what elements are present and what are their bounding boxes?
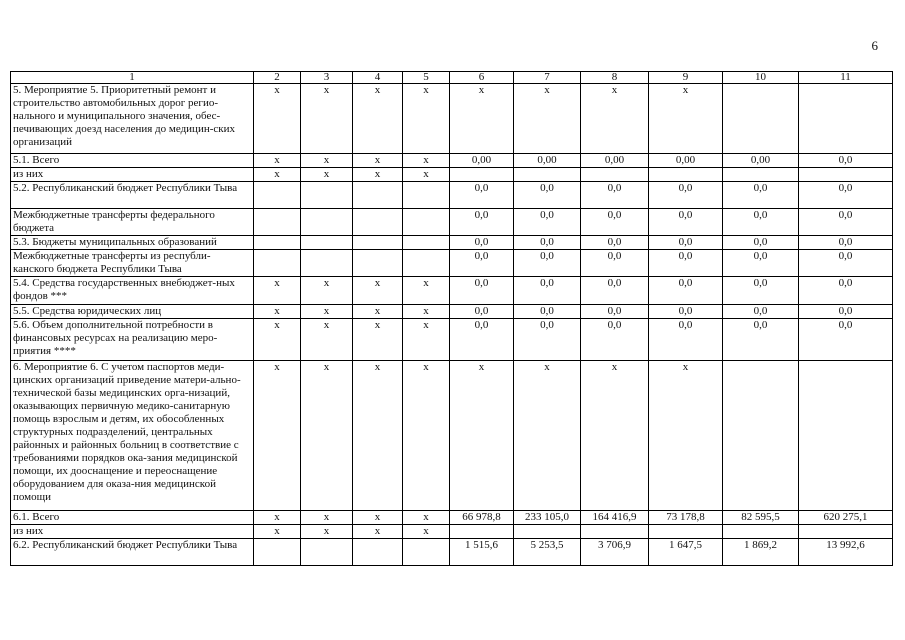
table-cell: х xyxy=(353,277,403,305)
table-cell: х xyxy=(353,154,403,168)
table-row xyxy=(11,209,893,236)
table-row xyxy=(11,182,893,209)
table-cell: 0,0 xyxy=(649,305,723,319)
table-cell xyxy=(254,236,301,250)
table-cell: 0,0 xyxy=(799,154,893,168)
table-cell: х xyxy=(649,361,723,511)
table-cell xyxy=(450,525,514,539)
row-label: 5.1. Всего xyxy=(11,154,254,168)
table-cell: 73 178,8 xyxy=(649,511,723,525)
table-cell: 0,0 xyxy=(723,182,799,209)
table-cell: 0,0 xyxy=(514,319,581,361)
table-cell xyxy=(514,168,581,182)
table-cell: х xyxy=(403,525,450,539)
table-cell: х xyxy=(254,319,301,361)
column-number-cell: 2 xyxy=(254,72,301,84)
table-cell: 1 869,2 xyxy=(723,539,799,566)
table-cell xyxy=(799,361,893,511)
row-label: 6.2. Республиканский бюджет Республики Тыва xyxy=(11,539,254,566)
table-cell: х xyxy=(514,84,581,154)
table-cell: х xyxy=(403,361,450,511)
table-cell: х xyxy=(353,525,403,539)
row-label: 5.2. Республиканский бюджет Республики Тыва xyxy=(11,182,254,209)
table-row xyxy=(11,277,893,305)
table-cell xyxy=(353,236,403,250)
table-cell: х xyxy=(301,305,353,319)
table-cell: х xyxy=(254,525,301,539)
table-cell: 0,0 xyxy=(581,182,649,209)
page-number: 6 xyxy=(871,38,878,53)
row-label: 5.4. Средства государственных внебюджет-ных фондов *** xyxy=(11,277,254,305)
table-cell: х xyxy=(254,154,301,168)
table-cell: 620 275,1 xyxy=(799,511,893,525)
table-cell xyxy=(723,84,799,154)
table-cell: х xyxy=(254,168,301,182)
table-cell: 0,0 xyxy=(514,250,581,277)
column-number-cell: 4 xyxy=(353,72,403,84)
table-cell: х xyxy=(254,305,301,319)
row-label: Межбюджетные трансферты федерального бюджета xyxy=(11,209,254,236)
table-cell: 0,0 xyxy=(581,250,649,277)
table-cell: 0,0 xyxy=(514,305,581,319)
table-cell xyxy=(353,250,403,277)
table-cell: х xyxy=(403,154,450,168)
table-cell xyxy=(403,209,450,236)
row-label: 6. Мероприятие 6. С учетом паспортов меди-цинских организаций приведение матери-ально-технической базы медицинских орга-низаций, оказывающих первичную медико-санитарную помощь взрослым и детям, их обособленных структурных подразделений, центральных районных и районных больниц в соответствие с требованиями порядков ока-зания медицинской помощи, их дооснащение и переоснащение оборудованием для оказа-ния медицинской помощи xyxy=(11,361,254,511)
table-cell: х xyxy=(353,361,403,511)
table-cell: 0,0 xyxy=(581,209,649,236)
table-cell: 0,0 xyxy=(649,236,723,250)
table-cell: 0,0 xyxy=(450,319,514,361)
table-cell: 5 253,5 xyxy=(514,539,581,566)
table-cell: х xyxy=(450,84,514,154)
table-cell: х xyxy=(301,361,353,511)
table-cell xyxy=(301,182,353,209)
table-cell: 0,0 xyxy=(649,250,723,277)
table-cell: х xyxy=(301,319,353,361)
table-cell: 0,0 xyxy=(450,209,514,236)
row-label: из них xyxy=(11,525,254,539)
table-cell xyxy=(353,182,403,209)
table-row xyxy=(11,511,893,525)
table-cell xyxy=(649,525,723,539)
table-cell: х xyxy=(301,525,353,539)
column-number-cell: 7 xyxy=(514,72,581,84)
table-cell: х xyxy=(403,319,450,361)
table-row xyxy=(11,525,893,539)
table-cell xyxy=(450,168,514,182)
table-cell: 0,0 xyxy=(799,182,893,209)
table-cell xyxy=(723,168,799,182)
table-cell: х xyxy=(403,84,450,154)
table-cell xyxy=(514,525,581,539)
table-cell xyxy=(723,361,799,511)
table-cell: х xyxy=(403,511,450,525)
table-cell xyxy=(301,236,353,250)
table-cell: х xyxy=(403,305,450,319)
row-label: Межбюджетные трансферты из республи-канского бюджета Республики Тыва xyxy=(11,250,254,277)
table-cell: 0,0 xyxy=(581,277,649,305)
table-cell: 0,0 xyxy=(649,319,723,361)
table-row xyxy=(11,361,893,511)
table-cell: 0,0 xyxy=(723,319,799,361)
column-number-cell: 6 xyxy=(450,72,514,84)
table-cell: 0,0 xyxy=(723,305,799,319)
table-row xyxy=(11,154,893,168)
table-cell: х xyxy=(301,84,353,154)
table-cell: 13 992,6 xyxy=(799,539,893,566)
table-cell: 0,0 xyxy=(799,236,893,250)
table-cell: 0,0 xyxy=(799,277,893,305)
table-cell xyxy=(301,209,353,236)
column-number-cell: 5 xyxy=(403,72,450,84)
table-cell: х xyxy=(514,361,581,511)
table-cell: х xyxy=(353,168,403,182)
table-cell: х xyxy=(403,168,450,182)
table-cell: 0,0 xyxy=(514,209,581,236)
row-label: 5.5. Средства юридических лиц xyxy=(11,305,254,319)
table-cell: х xyxy=(301,511,353,525)
table-cell: 0,0 xyxy=(450,305,514,319)
column-number-cell: 3 xyxy=(301,72,353,84)
table-row xyxy=(11,319,893,361)
column-number-cell: 8 xyxy=(581,72,649,84)
table-cell: 0,00 xyxy=(723,154,799,168)
table-row xyxy=(11,539,893,566)
table-cell xyxy=(254,539,301,566)
table-cell: 0,0 xyxy=(723,236,799,250)
row-label: 5.6. Объем дополнительной потребности в финансовых ресурсах на реализацию меро-приятия **** xyxy=(11,319,254,361)
table-cell: 0,00 xyxy=(514,154,581,168)
table-cell: 0,0 xyxy=(450,250,514,277)
table-cell: 0,0 xyxy=(799,305,893,319)
table-cell: х xyxy=(581,84,649,154)
table-cell: 0,0 xyxy=(649,209,723,236)
table-cell: 66 978,8 xyxy=(450,511,514,525)
row-label: 6.1. Всего xyxy=(11,511,254,525)
table-cell xyxy=(353,539,403,566)
column-number-cell: 10 xyxy=(723,72,799,84)
table-cell: 0,0 xyxy=(649,182,723,209)
table-cell: 0,0 xyxy=(514,236,581,250)
table-cell xyxy=(254,182,301,209)
table-cell: 0,0 xyxy=(514,277,581,305)
column-number-row xyxy=(11,72,893,84)
table-cell: 0,00 xyxy=(450,154,514,168)
table-cell: х xyxy=(353,84,403,154)
table-cell xyxy=(403,236,450,250)
table-cell: 0,0 xyxy=(581,236,649,250)
table-cell xyxy=(301,539,353,566)
table-cell: 0,0 xyxy=(450,182,514,209)
table-cell: х xyxy=(301,277,353,305)
table-cell: х xyxy=(301,154,353,168)
table-cell xyxy=(799,168,893,182)
table-cell: х xyxy=(353,319,403,361)
table-cell: 0,00 xyxy=(581,154,649,168)
table-cell: 0,0 xyxy=(514,182,581,209)
table-cell: 0,00 xyxy=(649,154,723,168)
row-label: из них xyxy=(11,168,254,182)
table-cell xyxy=(403,539,450,566)
table-cell: х xyxy=(254,361,301,511)
table-cell: 0,0 xyxy=(723,277,799,305)
table-cell: 0,0 xyxy=(799,250,893,277)
table-row xyxy=(11,168,893,182)
table-cell: х xyxy=(581,361,649,511)
table-cell: х xyxy=(254,277,301,305)
table-cell: 0,0 xyxy=(723,250,799,277)
table-cell: 82 595,5 xyxy=(723,511,799,525)
column-number-cell: 1 xyxy=(11,72,254,84)
table-cell: х xyxy=(450,361,514,511)
table-row xyxy=(11,305,893,319)
table-cell: 164 416,9 xyxy=(581,511,649,525)
column-number-cell: 9 xyxy=(649,72,723,84)
table-cell xyxy=(581,525,649,539)
table-cell xyxy=(301,250,353,277)
table-cell xyxy=(254,250,301,277)
table-cell: 1 647,5 xyxy=(649,539,723,566)
table-cell: 3 706,9 xyxy=(581,539,649,566)
table-cell xyxy=(403,250,450,277)
table-cell: 0,0 xyxy=(649,277,723,305)
table-cell xyxy=(254,209,301,236)
budget-table xyxy=(10,71,893,566)
table-cell: х xyxy=(353,511,403,525)
table-row xyxy=(11,250,893,277)
row-label: 5. Мероприятие 5. Приоритетный ремонт и строительство автомобильных дорог регио-нального и муниципального значения, обес-печивающих доезд населения до медицин-ских организаций xyxy=(11,84,254,154)
table-cell xyxy=(799,525,893,539)
table-cell: 233 105,0 xyxy=(514,511,581,525)
table-cell: х xyxy=(353,305,403,319)
table-cell: 0,0 xyxy=(581,319,649,361)
table-cell xyxy=(581,168,649,182)
table-cell: х xyxy=(403,277,450,305)
table-cell xyxy=(649,168,723,182)
table-cell xyxy=(799,84,893,154)
row-label: 5.3. Бюджеты муниципальных образований xyxy=(11,236,254,250)
table-row xyxy=(11,236,893,250)
table-cell xyxy=(403,182,450,209)
table-cell: 0,0 xyxy=(723,209,799,236)
table-cell: 0,0 xyxy=(450,277,514,305)
table-row xyxy=(11,84,893,154)
column-number-cell: 11 xyxy=(799,72,893,84)
table-cell: х xyxy=(301,168,353,182)
table-cell: 1 515,6 xyxy=(450,539,514,566)
table-cell: х xyxy=(254,84,301,154)
table-cell: 0,0 xyxy=(581,305,649,319)
table-cell: х xyxy=(649,84,723,154)
table-cell xyxy=(723,525,799,539)
table-cell xyxy=(353,209,403,236)
table-cell: х xyxy=(254,511,301,525)
table-cell: 0,0 xyxy=(799,319,893,361)
table-cell: 0,0 xyxy=(799,209,893,236)
table-cell: 0,0 xyxy=(450,236,514,250)
